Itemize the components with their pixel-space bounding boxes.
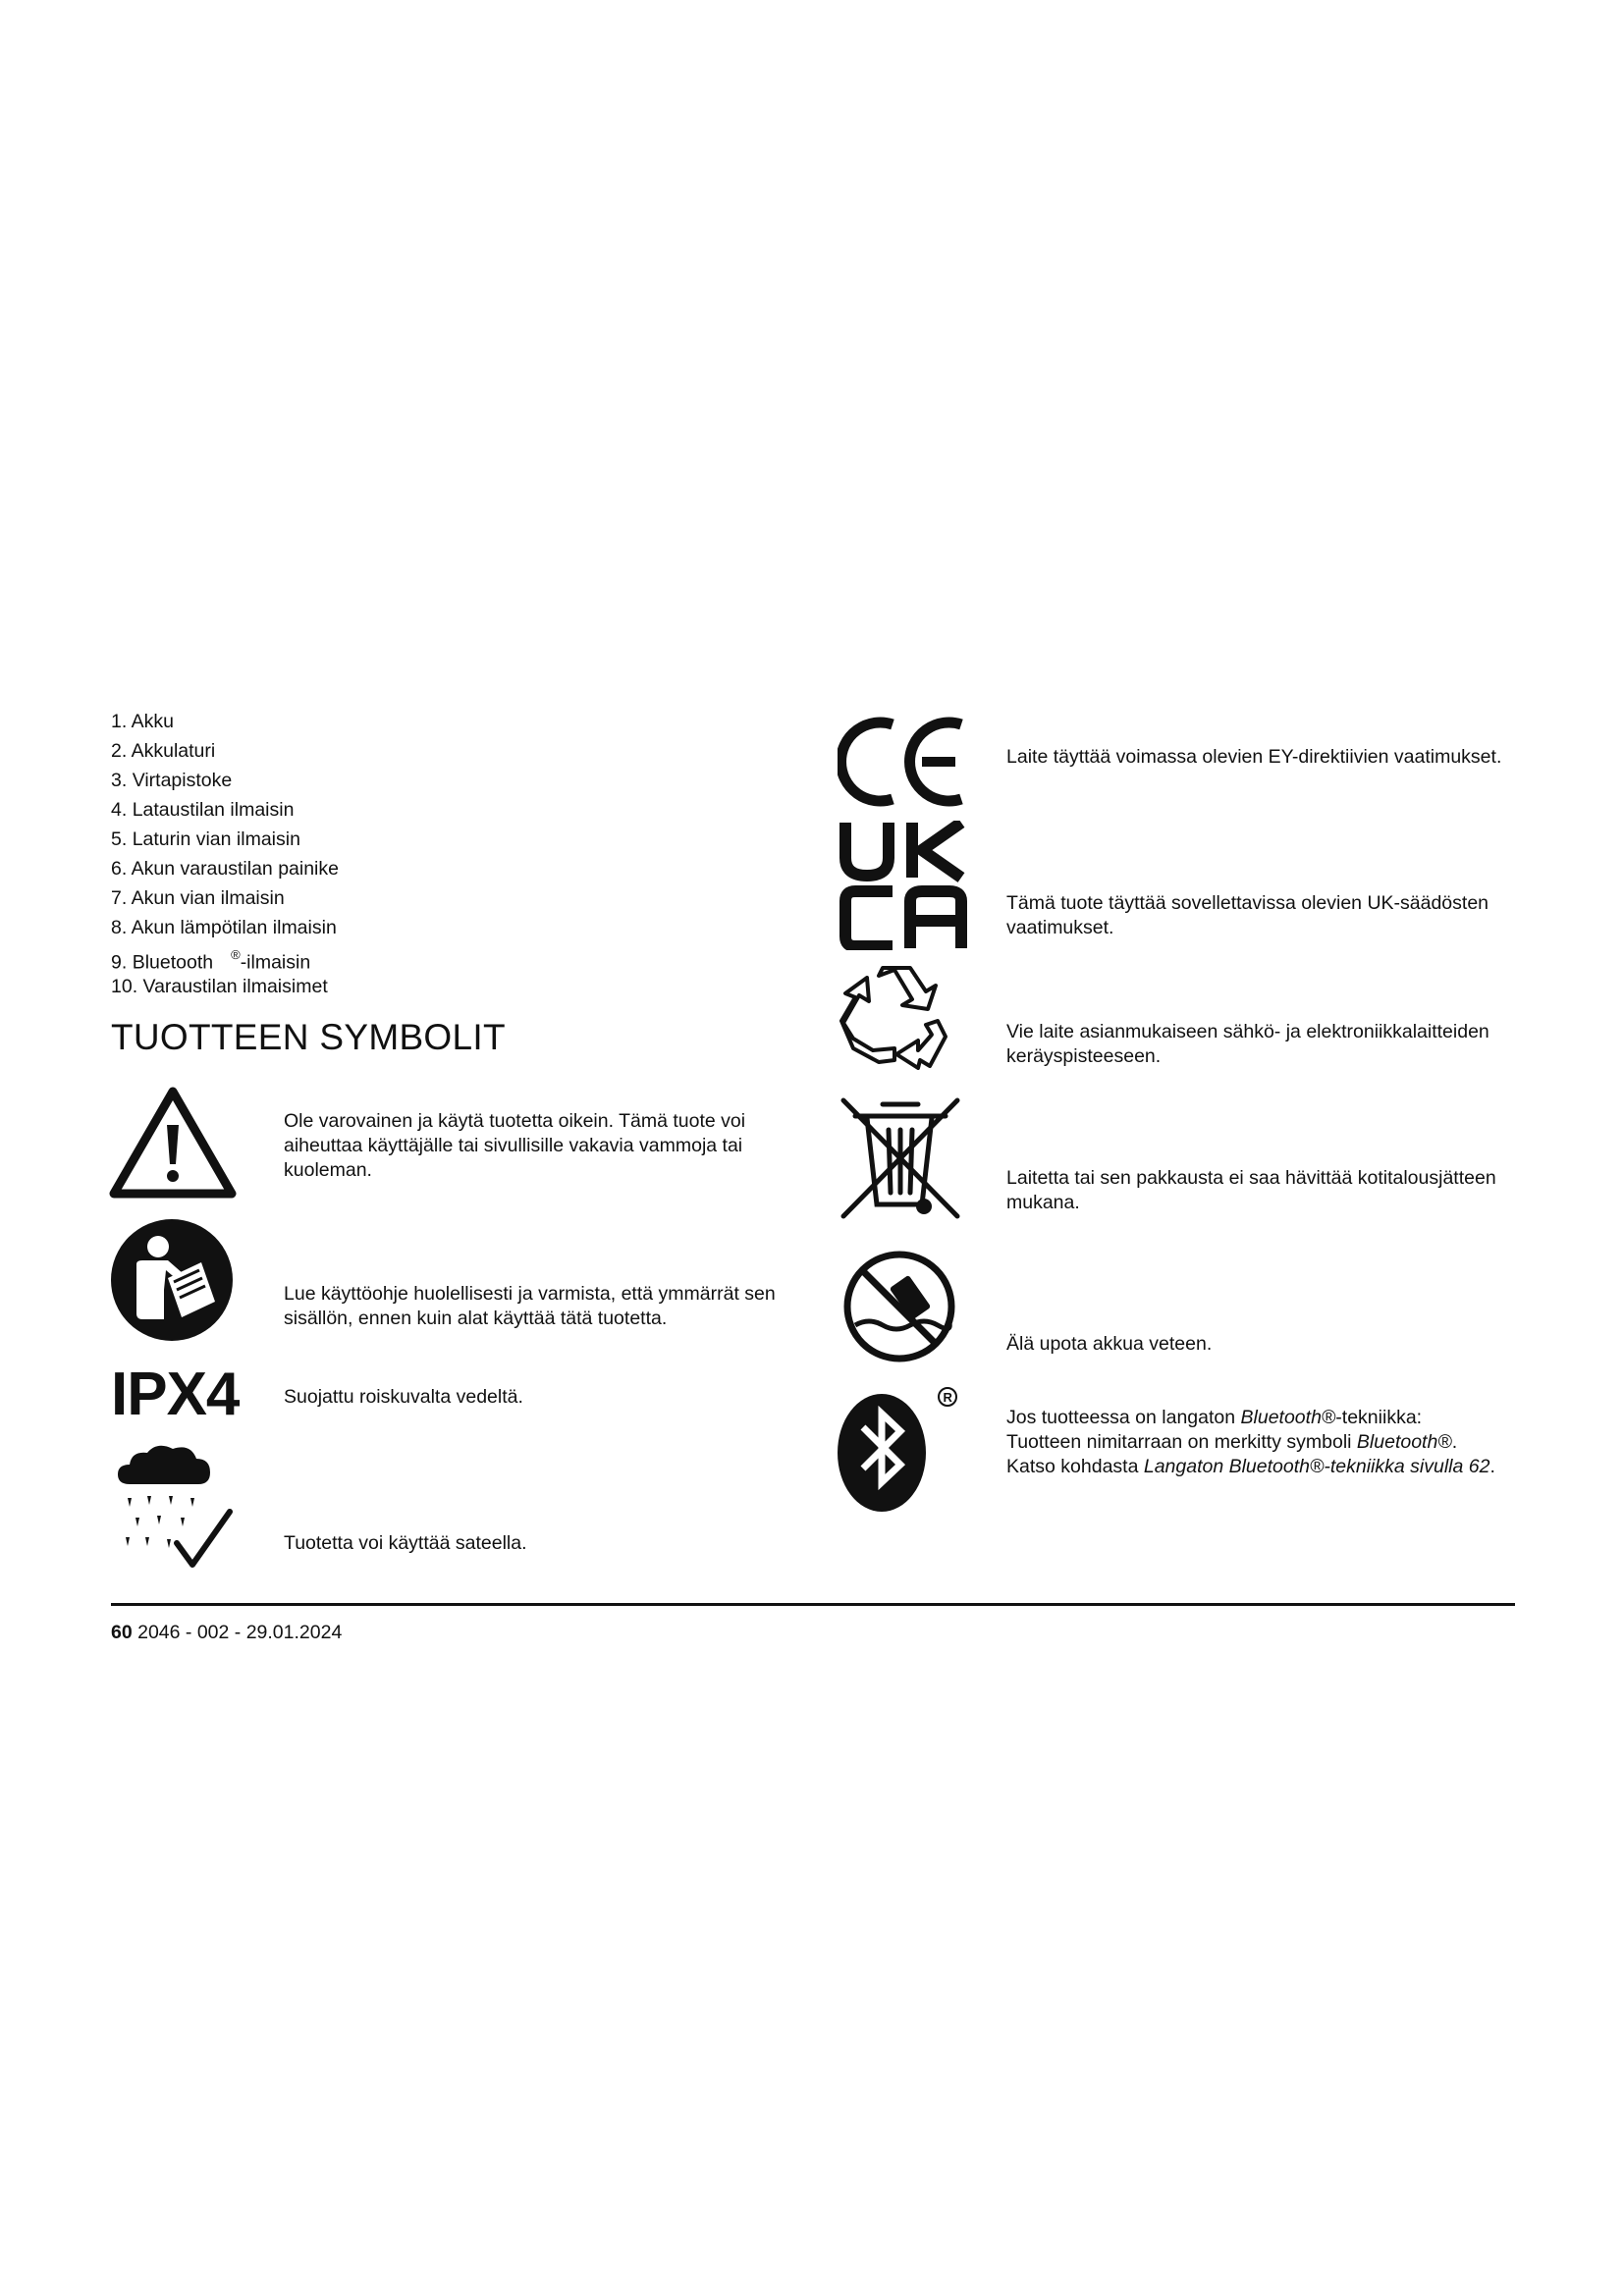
ce-text: Laite täyttää voimassa olevien EY-direktiivien vaatimukset.	[1006, 746, 1502, 768]
weee-bin-icon	[839, 1096, 961, 1220]
list-item: 5. Laturin vian ilmaisin	[111, 828, 300, 850]
read-manual-icon	[109, 1217, 235, 1343]
rain-icon	[108, 1441, 234, 1571]
bluetooth-text-line3: Katso kohdasta Langaton Bluetooth®-tekniikka sivulla 62.	[1006, 1456, 1495, 1477]
recycle-text: Vie laite asianmukaiseen sähkö- ja elektroniikkalaitteiden keräyspisteeseen.	[1006, 1021, 1489, 1067]
section-title: TUOTTEEN SYMBOLIT	[111, 1017, 506, 1057]
ipx4-icon: IPX4	[111, 1361, 240, 1428]
list-item: 9. Bluetooth ®-ilmaisin	[111, 947, 311, 974]
list-item: 4. Lataustilan ilmaisin	[111, 799, 295, 821]
bluetooth-text-line1: Jos tuotteessa on langaton Bluetooth®-tekniikka:	[1006, 1407, 1423, 1428]
footer-rule	[111, 1603, 1515, 1606]
list-item: 6. Akun varaustilan painike	[111, 858, 339, 880]
svg-text:R: R	[943, 1390, 952, 1405]
parts-list	[111, 707, 339, 1001]
manual-text: Lue käyttöohje huolellisesti ja varmista, että ymmärrät sen sisällön, ennen kuin alat käyttää tätä tuotetta.	[284, 1283, 776, 1329]
list-item: 1. Akku	[111, 711, 174, 732]
ukca-mark-icon	[838, 821, 969, 950]
weee-text: Laitetta tai sen pakkausta ei saa hävittää kotitalousjätteen mukana.	[1006, 1167, 1496, 1213]
bluetooth-icon	[836, 1384, 963, 1514]
ipx4-text: Suojattu roiskuvalta vedeltä.	[284, 1386, 523, 1408]
list-item: 8. Akun lämpötilan ilmaisin	[111, 917, 337, 938]
page-footer	[111, 1622, 342, 1644]
document-reference: 2046 - 002 - 29.01.2024	[132, 1622, 343, 1643]
recycle-icon	[839, 964, 949, 1074]
list-item: 2. Akkulaturi	[111, 740, 216, 762]
list-item: 7. Akun vian ilmaisin	[111, 887, 285, 909]
warning-icon	[108, 1086, 238, 1200]
list-item: 3. Virtapistoke	[111, 770, 233, 791]
rain-text: Tuotetta voi käyttää sateella.	[284, 1532, 527, 1554]
page-number: 60	[111, 1622, 133, 1643]
ce-mark-icon	[838, 715, 967, 809]
list-item: 10. Varaustilan ilmaisimet	[111, 976, 328, 997]
no-submerge-icon	[841, 1249, 957, 1364]
no-submerge-text: Älä upota akkua veteen.	[1006, 1333, 1213, 1355]
bluetooth-text-line2: Tuotteen nimitarraan on merkitty symboli Bluetooth®.	[1006, 1431, 1458, 1453]
bluetooth-text	[1006, 1406, 1537, 1479]
warning-text: Ole varovainen ja käytä tuotetta oikein. Tämä tuote voi aiheuttaa käyttäjälle tai sivullisille vakavia vammoja tai kuoleman.	[284, 1110, 746, 1181]
ukca-text: Tämä tuote täyttää sovellettavissa olevien UK-säädösten vaatimukset.	[1006, 892, 1489, 938]
